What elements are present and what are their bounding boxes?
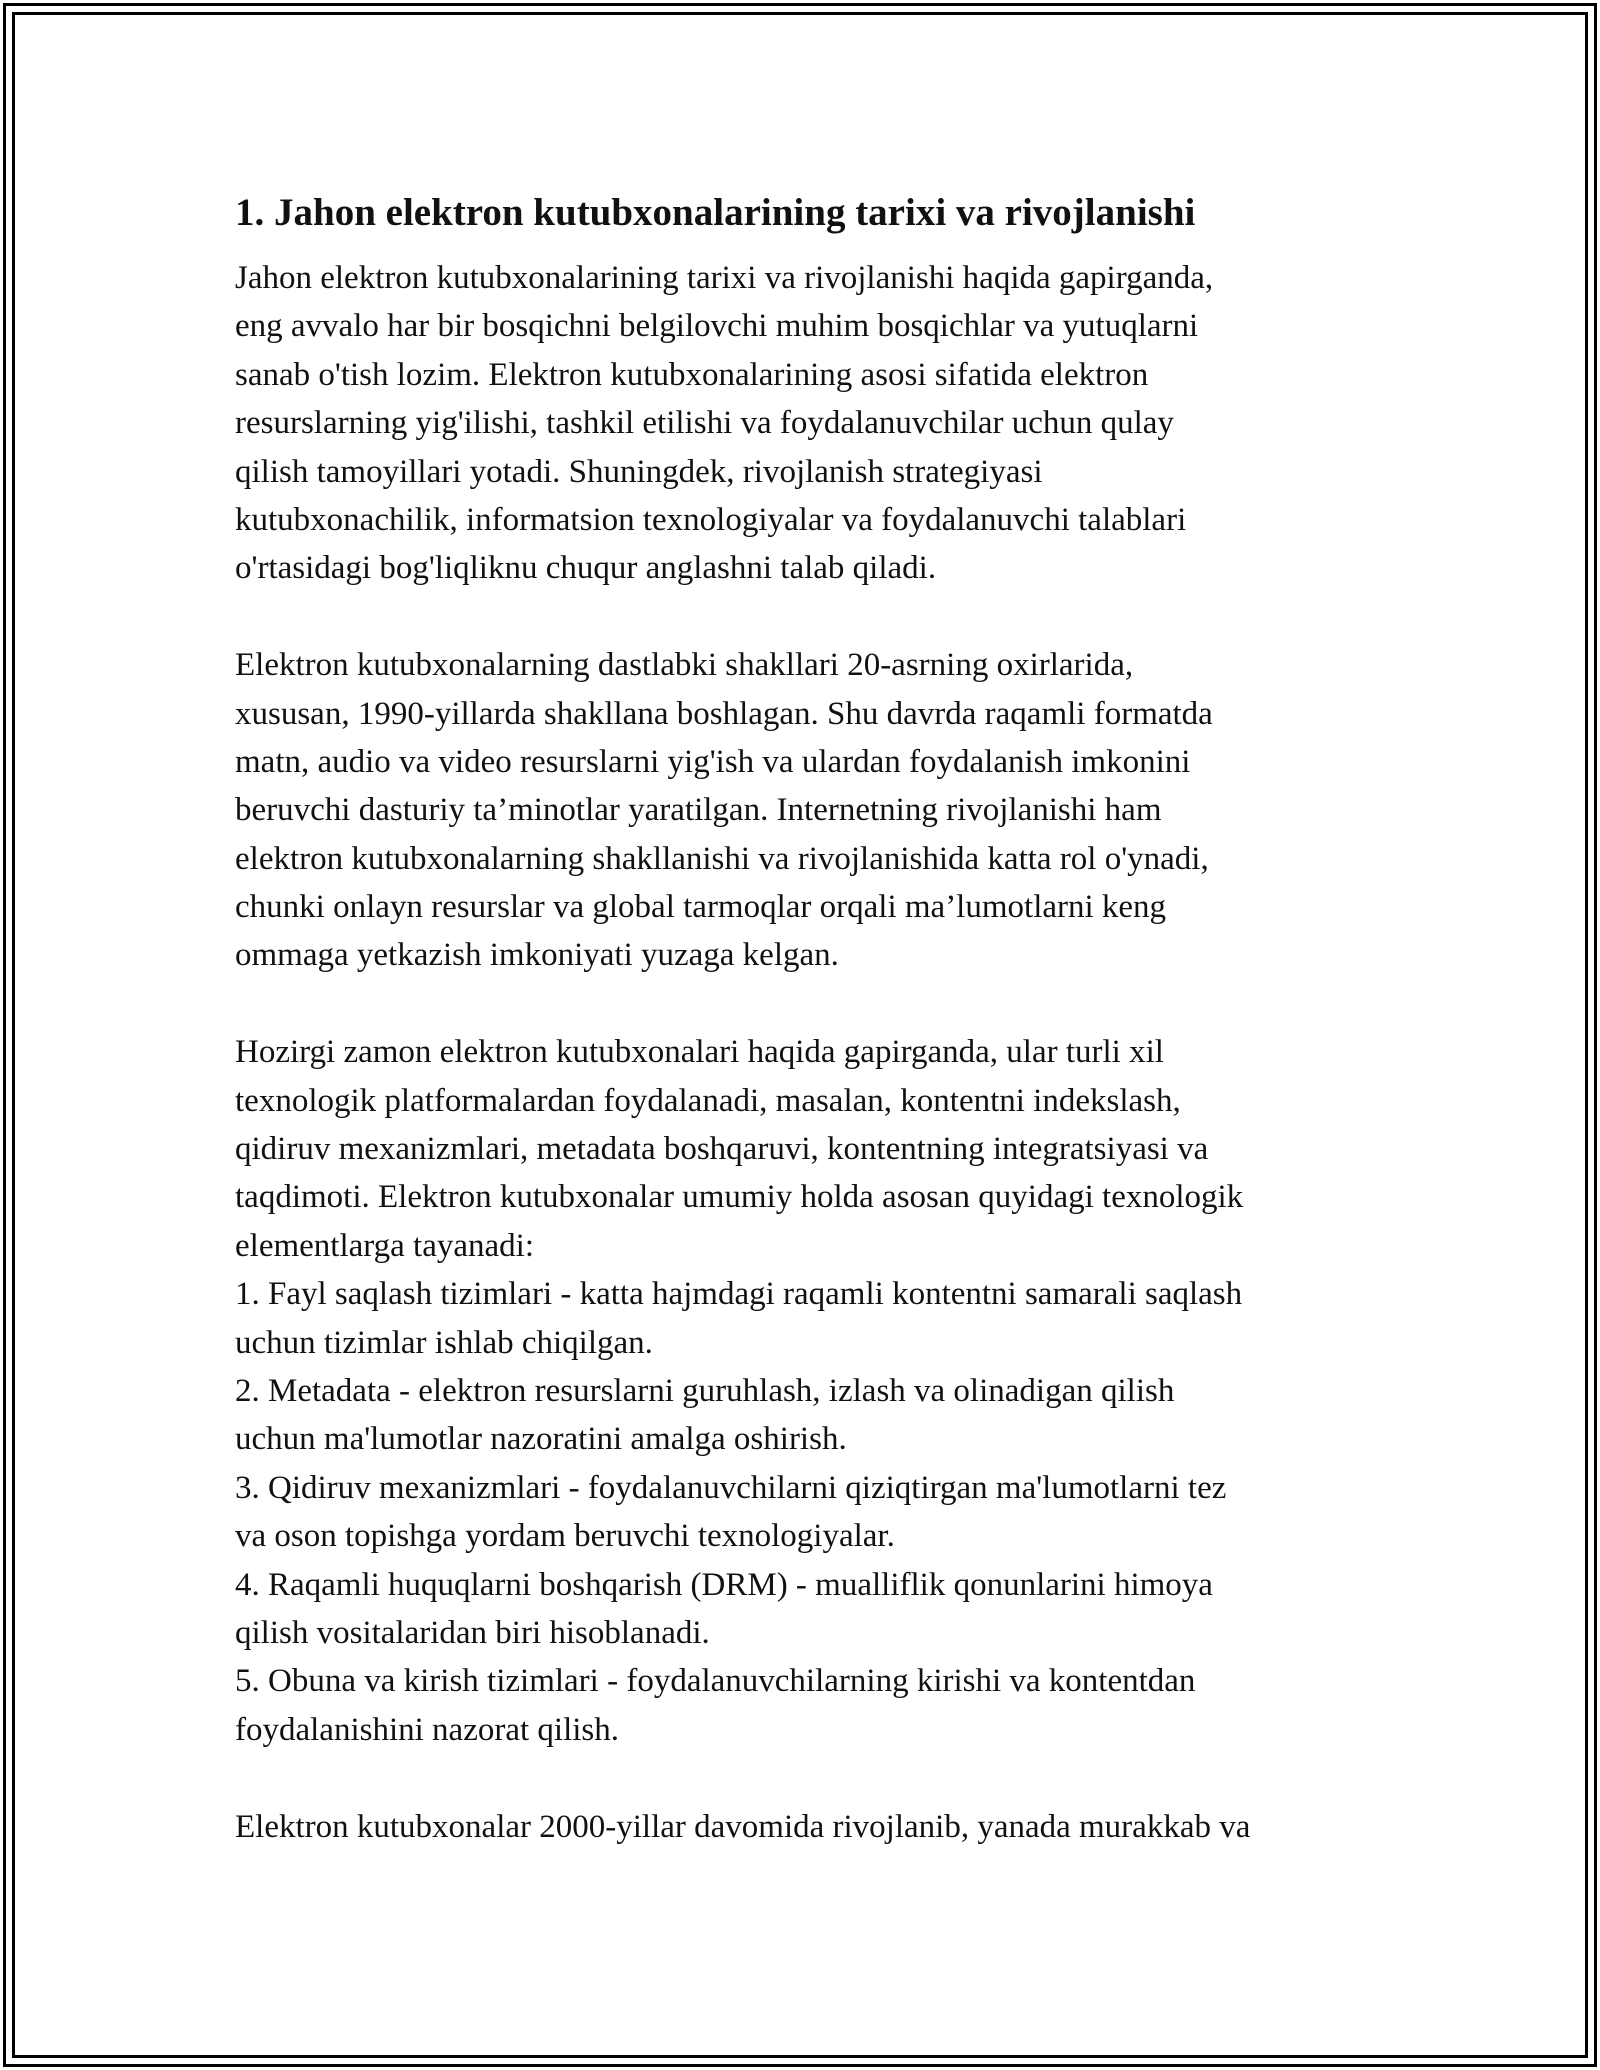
- text-line: va oson topishga yordam beruvchi texnologiyalar.: [235, 1518, 895, 1555]
- text-line: qilish tamoyillari yotadi. Shuningdek, rivojlanish strategiyasi: [235, 453, 1043, 490]
- paragraph: [235, 254, 1385, 593]
- text-line: matn, audio va video resurslarni yig'ish va ulardan foydalanish imkonini: [235, 743, 1191, 780]
- paragraph: [235, 1803, 1385, 1851]
- text-line: uchun tizimlar ishlab chiqilgan.: [235, 1324, 653, 1361]
- text-line: qidiruv mexanizmlari, metadata boshqaruvi, kontentning integratsiyasi va: [235, 1131, 1209, 1168]
- paragraph-spacer: [235, 980, 1385, 1028]
- text-line: Hozirgi zamon elektron kutubxonalari haqida gapirganda, ular turli xil: [235, 1034, 1164, 1071]
- text-line: 3. Qidiruv mexanizmlari - foydalanuvchilarni qiziqtirgan ma'lumotlarni tez: [235, 1469, 1227, 1506]
- text-line: 1. Fayl saqlash tizimlari - katta hajmdagi raqamli kontentni samarali saqlash: [235, 1276, 1243, 1313]
- text-line: beruvchi dasturiy ta’minotlar yaratilgan. Internetning rivojlanishi ham: [235, 792, 1162, 829]
- text-line: foydalanishini nazorat qilish.: [235, 1711, 619, 1748]
- text-line: uchun ma'lumotlar nazoratini amalga oshirish.: [235, 1421, 847, 1458]
- paragraph-spacer: [235, 593, 1385, 641]
- document-body: [235, 188, 1385, 1851]
- text-line: 2. Metadata - elektron resurslarni guruhlash, izlash va olinadigan qilish: [235, 1372, 1175, 1409]
- paragraph-spacer: [235, 1754, 1385, 1802]
- text-line: eng avvalo har bir bosqichni belgilovchi muhim bosqichlar va yutuqlarni: [235, 308, 1199, 345]
- text-line: sanab o'tish lozim. Elektron kutubxonalarining asosi sifatida elektron: [235, 356, 1149, 393]
- text-line: ommaga yetkazish imkoniyati yuzaga kelgan.: [235, 937, 839, 974]
- section-heading: 1. Jahon elektron kutubxonalarining tarixi va rivojlanishi: [235, 191, 1196, 234]
- text-line: o'rtasidagi bog'liqliknu chuqur anglashni talab qiladi.: [235, 550, 937, 587]
- text-line: qilish vositalaridan biri hisoblanadi.: [235, 1614, 710, 1651]
- text-line: chunki onlayn resurslar va global tarmoqlar orqali ma’lumotlarni keng: [235, 889, 1167, 926]
- text-line: Elektron kutubxonalar 2000-yillar davomida rivojlanib, yanada murakkab va: [235, 1808, 1251, 1845]
- text-line: 4. Raqamli huquqlarni boshqarish (DRM) - mualliflik qonunlarini himoya: [235, 1566, 1213, 1603]
- text-line: texnologik platformalardan foydalanadi, masalan, kontentni indekslash,: [235, 1082, 1181, 1119]
- text-line: 5. Obuna va kirish tizimlari - foydalanuvchilarning kirishi va kontentdan: [235, 1663, 1196, 1700]
- paragraph: [235, 1028, 1385, 1754]
- text-line: Jahon elektron kutubxonalarining tarixi va rivojlanishi haqida gapirganda,: [235, 260, 1214, 296]
- paragraph: [235, 641, 1385, 980]
- body-text: [235, 254, 1385, 1851]
- text-line: elektron kutubxonalarning shakllanishi va rivojlanishida katta rol o'ynadi,: [235, 840, 1209, 877]
- text-line: kutubxonachilik, informatsion texnologiyalar va foydalanuvchi talablari: [235, 501, 1187, 538]
- text-line: resurslarning yig'ilishi, tashkil etilishi va foydalanuvchilar uchun qulay: [235, 405, 1174, 442]
- text-line: elementlarga tayanadi:: [235, 1227, 534, 1264]
- text-line: xususan, 1990-yillarda shakllana boshlagan. Shu davrda raqamli formatda: [235, 695, 1213, 732]
- text-line: Elektron kutubxonalarning dastlabki shakllari 20-asrning oxirlarida,: [235, 647, 1134, 684]
- text-line: taqdimoti. Elektron kutubxonalar umumiy holda asosan quyidagi texnologik: [235, 1179, 1244, 1216]
